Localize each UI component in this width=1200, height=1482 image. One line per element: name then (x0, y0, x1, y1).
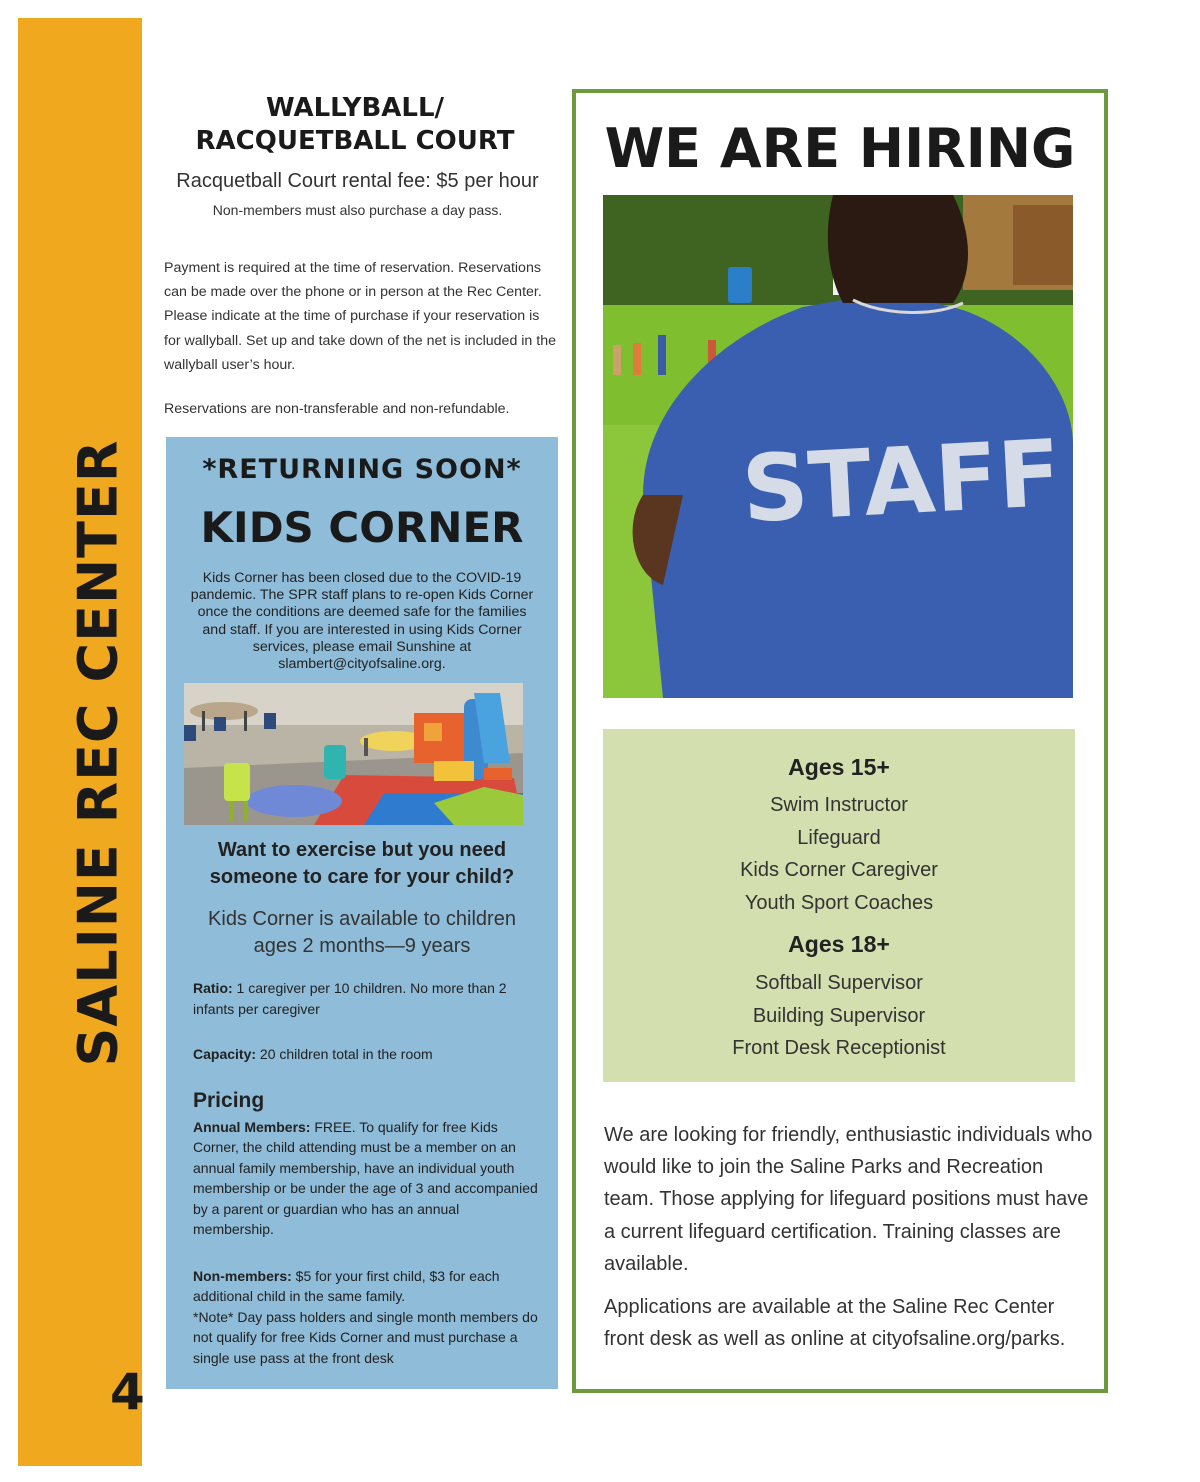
job-item: Building Supervisor (752, 1004, 926, 1027)
kids-corner-photo (184, 683, 523, 825)
capacity-label: Capacity: (193, 1046, 257, 1062)
job-item: Softball Supervisor (755, 972, 923, 994)
ratio-text: 1 caregiver per 10 children. No more than 2 infants per caregiver (193, 980, 507, 1017)
annual-text: FREE. To qualify for free Kids Corner, the child attending must be a member on an annual family membership, have an individual youth membership or be under the age of 3 and accompanied by a parent or guardian who has an annual membership. (193, 1119, 538, 1238)
kids-corner-availability: Kids Corner is available to children ages 2 months—9 years (208, 908, 516, 957)
sidebar (18, 18, 145, 1466)
kids-corner-capacity (193, 1046, 433, 1062)
hiring-panel (572, 89, 1108, 1393)
wallyball-reservations-text: Reservations are non-transferable and non-refundable. (164, 401, 510, 417)
wallyball-title-line2: RACQUETBALL COURT (195, 126, 515, 156)
capacity-text: 20 children total in the room (256, 1046, 433, 1062)
pricing-annual-members (193, 1117, 538, 1239)
wallyball-title-line1: WALLYBALL/ (265, 93, 445, 123)
pricing-non-members (193, 1266, 538, 1368)
pricing-heading: Pricing (193, 1089, 265, 1112)
wallyball-fee: Racquetball Court rental fee: $5 per hour (176, 170, 539, 192)
jobs-heading-18: Ages 18+ (788, 931, 890, 957)
kids-corner-description: Kids Corner has been closed due to the COVID-19 pandemic. The SPR staff plans to re-open Kids Corner once the conditions are deemed safe for the families and staff. If you are interested in using Kids Corner services, please email Sunshine at slambert@cityofsaline.org. (190, 570, 534, 673)
playroom-image (184, 683, 523, 825)
job-item: Lifeguard (797, 826, 881, 849)
jobs-list-15 (603, 789, 1075, 919)
job-item: Swim Instructor (770, 794, 908, 816)
staff-shirt-image (603, 195, 1073, 698)
job-item: Kids Corner Caregiver (740, 859, 938, 881)
wallyball-payment-text: Payment is required at the time of reservation. Reservations can be made over the phone or in person at the Rec Center. Please indicate at the time of purchase if your reservation is for wallyball. Set up and take down of the net is included in the wallyball user’s hour. (164, 260, 556, 373)
nonmember-label: Non-members: (193, 1268, 292, 1284)
wallyball-nonmember-note: Non-members must also purchase a day pass. (212, 202, 503, 218)
staff-shirt-text: STAFF (739, 419, 1064, 544)
hiring-description: We are looking for friendly, enthusiastic individuals who would like to join the Saline Parks and Recreation team. Those applying for lifeguard positions must have a current lifeguard certification. Training classes are available. (604, 1124, 1093, 1275)
kids-corner-returning: *RETURNING SOON* (202, 454, 522, 485)
kids-corner-panel (166, 437, 558, 1389)
page-number: 4 (110, 1363, 145, 1421)
job-item: Front Desk Receptionist (732, 1037, 946, 1059)
hiring-applications: Applications are available at the Saline Rec Center front desk as well as online at cityofsaline.org/parks. (604, 1296, 1066, 1351)
jobs-list-18 (603, 967, 1075, 1065)
nonmember-text: $5 for your first child, $3 for each additional child in the same family. (193, 1268, 500, 1305)
wallyball-title (165, 92, 545, 158)
sidebar-title: SALINE REC CENTER (66, 439, 130, 1067)
ratio-label: Ratio: (193, 980, 233, 996)
annual-label: Annual Members: (193, 1119, 311, 1135)
pricing-note: *Note* Day pass holders and single month members do not qualify for free Kids Corner and must purchase a single use pass at the front desk (193, 1308, 538, 1366)
hiring-title: WE ARE HIRING (604, 117, 1076, 180)
jobs-panel (603, 729, 1075, 1082)
jobs-heading-15: Ages 15+ (788, 754, 890, 780)
kids-corner-question: Want to exercise but you need someone to care for your child? (209, 839, 515, 888)
kids-corner-title: KIDS CORNER (200, 503, 524, 552)
kids-corner-ratio (193, 978, 538, 1020)
staff-photo (603, 195, 1073, 698)
job-item: Youth Sport Coaches (744, 891, 934, 914)
